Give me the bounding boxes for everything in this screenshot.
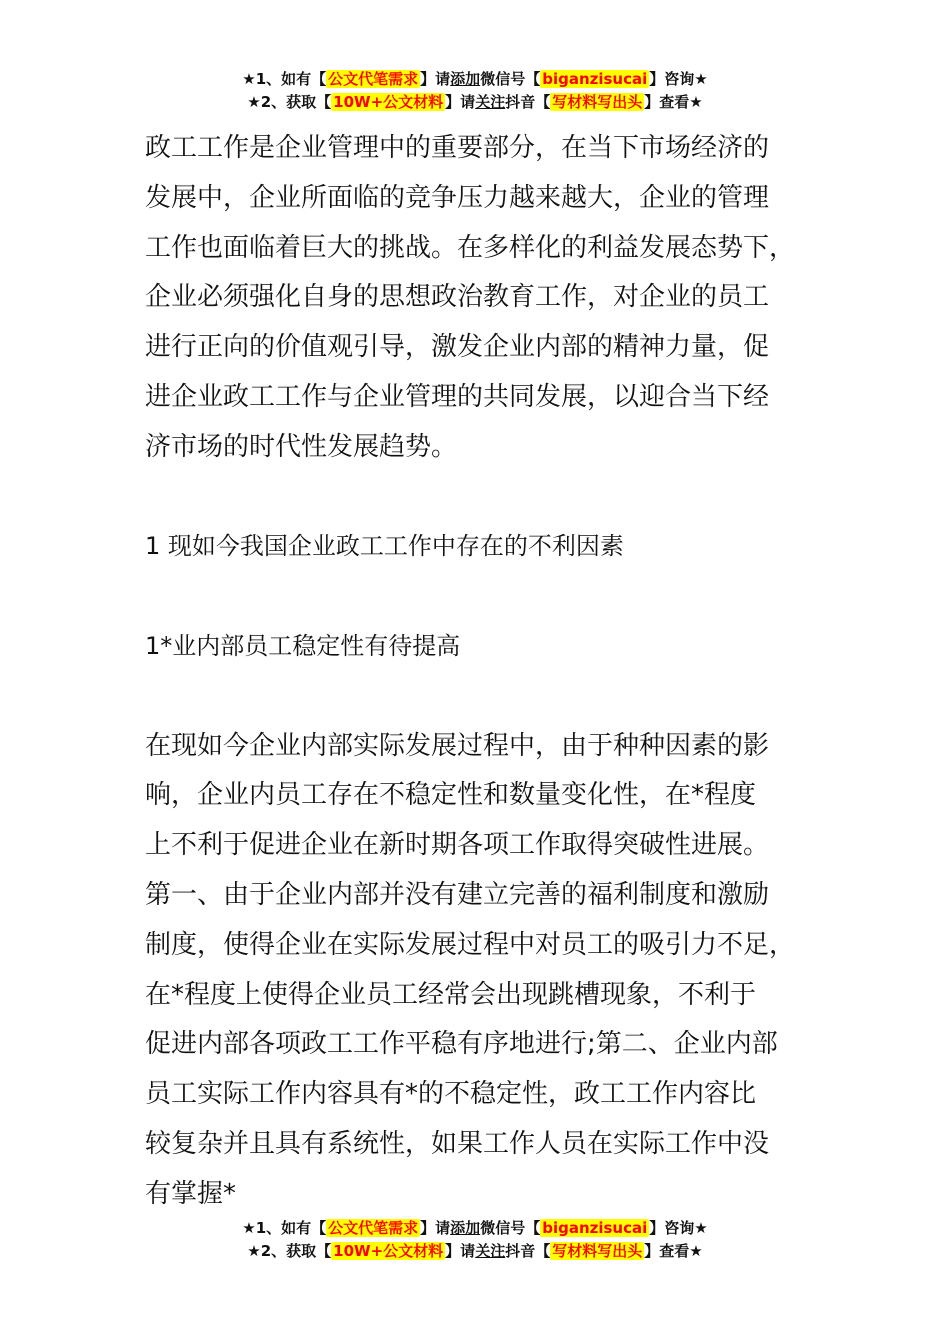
- text-line: 上不利于促进企业在新时期各项工作取得突破性进展。: [145, 830, 770, 861]
- banner-line-2: ★2、获取【 10W+公文材料 】请关注抖音【 写材料写出头 】查看★: [247, 93, 703, 111]
- add-underline: 添加: [450, 70, 481, 88]
- wechat-id-highlight: biganzisucai: [542, 1219, 648, 1237]
- star-icon: ★: [242, 70, 256, 88]
- star-icon: ★: [247, 93, 261, 111]
- text-line: 发展中，企业所面临的竞争压力越来越大，企业的管理: [145, 182, 770, 213]
- star-icon: ★: [242, 1219, 256, 1237]
- banner-line-2: ★2、获取【 10W+公文材料 】请关注抖音【 写材料写出头 】查看★: [247, 1242, 703, 1260]
- star-icon: ★: [694, 1219, 708, 1237]
- text-line: 在*程度上使得企业员工经常会出现跳槽现象，不利于: [145, 979, 757, 1010]
- text-line: 促进内部各项政工工作平稳有序地进行;第二、企业内部: [145, 1029, 778, 1060]
- star-icon: ★: [694, 70, 708, 88]
- paragraph-gap: [145, 572, 835, 622]
- star-icon: ★: [689, 93, 703, 111]
- text-line: 济市场的时代性发展趋势。: [145, 431, 458, 462]
- text-line: 较复杂并且具有系统性，如果工作人员在实际工作中没: [145, 1128, 770, 1159]
- service-highlight: 公文代笔需求: [328, 1219, 419, 1237]
- text-line: 有掌握*: [145, 1178, 237, 1209]
- add-underline: 添加: [450, 1219, 481, 1237]
- article-body: [145, 124, 835, 1220]
- douyin-id-highlight: 写材料写出头: [552, 1242, 643, 1260]
- star-icon: ★: [689, 1242, 703, 1260]
- text-line: 企业必须强化自身的思想政治教育工作，对企业的员工: [145, 282, 770, 313]
- bottom-banner: [0, 1217, 950, 1263]
- douyin-id-highlight: 写材料写出头: [552, 93, 643, 111]
- star-icon: ★: [247, 1242, 261, 1260]
- paragraph-gap: [145, 672, 835, 722]
- section-heading: 1 现如今我国企业政工工作中存在的不利因素: [145, 532, 624, 561]
- top-banner: [0, 68, 950, 114]
- follow-underline: 关注: [475, 1242, 506, 1260]
- wechat-id-highlight: biganzisucai: [542, 70, 648, 88]
- text-line: 进行正向的价值观引导，激发企业内部的精神力量，促: [145, 332, 770, 363]
- subsection-heading: 1*业内部员工稳定性有待提高: [145, 631, 461, 660]
- text-line: 在现如今企业内部实际发展过程中，由于种种因素的影: [145, 730, 770, 761]
- text-line: 响，企业内员工存在不稳定性和数量变化性，在*程度: [145, 780, 757, 811]
- paragraph-gap: [145, 473, 835, 523]
- text-line: 员工实际工作内容具有*的不稳定性，政工工作内容比: [145, 1079, 757, 1110]
- text-line: 进企业政工工作与企业管理的共同发展，以迎合当下经: [145, 381, 770, 412]
- materials-highlight: 10W+公文材料: [333, 1242, 444, 1260]
- text-line: 政工工作是企业管理中的重要部分，在当下市场经济的: [145, 133, 770, 163]
- banner-line-1: ★1、如有【 公文代笔需求 】请添加微信号【 biganzisucai 】咨询★: [242, 70, 708, 88]
- text-line: 制度，使得企业在实际发展过程中对员工的吸引力不足，: [145, 929, 796, 960]
- materials-highlight: 10W+公文材料: [333, 93, 444, 111]
- text-line: 第一、由于企业内部并没有建立完善的福利制度和激励: [145, 879, 770, 910]
- banner-line-1: ★1、如有【 公文代笔需求 】请添加微信号【 biganzisucai 】咨询★: [242, 1219, 708, 1237]
- text-line: 工作也面临着巨大的挑战。在多样化的利益发展态势下，: [145, 232, 796, 263]
- service-highlight: 公文代笔需求: [328, 70, 419, 88]
- follow-underline: 关注: [475, 93, 506, 111]
